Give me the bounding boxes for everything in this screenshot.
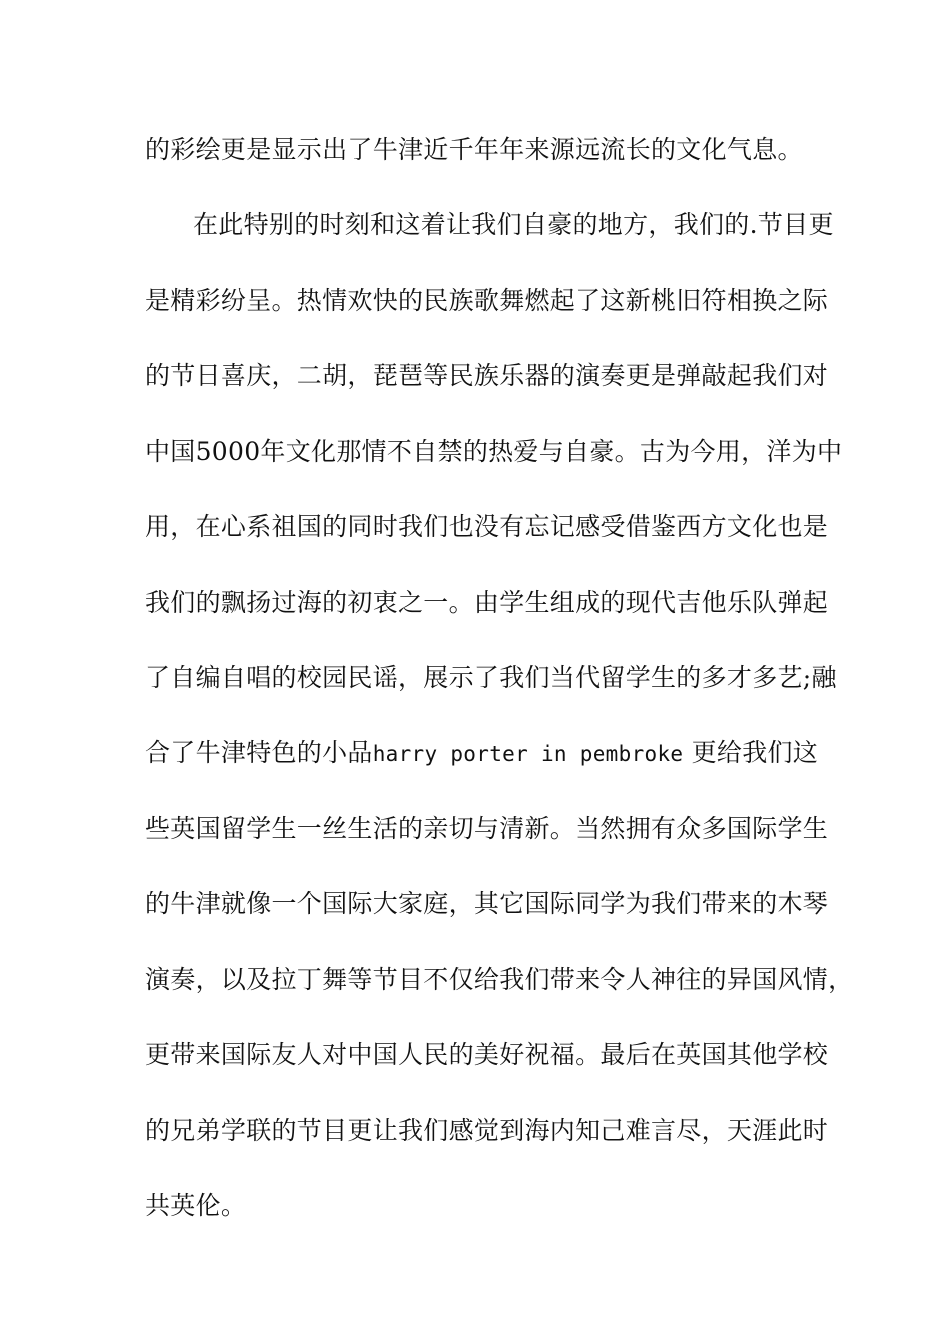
text-line-9 <box>145 733 835 773</box>
text-segment-cn-2: 更给我们这 <box>691 738 819 767</box>
text-line-4: 的节日喜庆，二胡，琵琶等民族乐器的演奏更是弹敲起我们对 <box>145 361 829 390</box>
text-line-8: 了自编自唱的校园民谣，展示了我们当代留学生的多才多艺;融 <box>145 663 837 692</box>
text-line-6: 用，在心系祖国的同时我们也没有忘记感受借鉴西方文化也是 <box>145 512 829 541</box>
text-line-10: 些英国留学生一丝生活的亲切与清新。当然拥有众多国际学生 <box>145 814 829 843</box>
text-segment-cn-1: 合了牛津特色的小品 <box>145 738 373 767</box>
text-line-3: 是精彩纷呈。热情欢快的民族歌舞燃起了这新桃旧符相换之际 <box>145 286 829 315</box>
text-line-7: 我们的飘扬过海的初衷之一。由学生组成的现代吉他乐队弹起 <box>145 588 829 617</box>
text-line-14: 的兄弟学联的节目更让我们感觉到海内知己难言尽，天涯此时 <box>145 1116 829 1145</box>
text-line-5: 中国5000年文化那情不自禁的热爱与自豪。古为今用，洋为中 <box>145 437 843 466</box>
text-line-15: 共英伦。 <box>145 1191 247 1220</box>
text-line-11: 的牛津就像一个国际大家庭，其它国际同学为我们带来的木琴 <box>145 889 829 918</box>
text-line-2: 在此特别的时刻和这着让我们自豪的地方，我们的.节目更 <box>193 210 834 239</box>
text-segment-en: harry porter in pembroke <box>372 742 684 766</box>
text-line-13: 更带来国际友人对中国人民的美好祝福。最后在英国其他学校 <box>145 1040 829 1069</box>
text-line-1: 的彩绘更是显示出了牛津近千年年来源远流长的文化气息。 <box>145 135 803 164</box>
text-line-12: 演奏，以及拉丁舞等节目不仅给我们带来令人神往的异国风情， <box>145 965 854 994</box>
